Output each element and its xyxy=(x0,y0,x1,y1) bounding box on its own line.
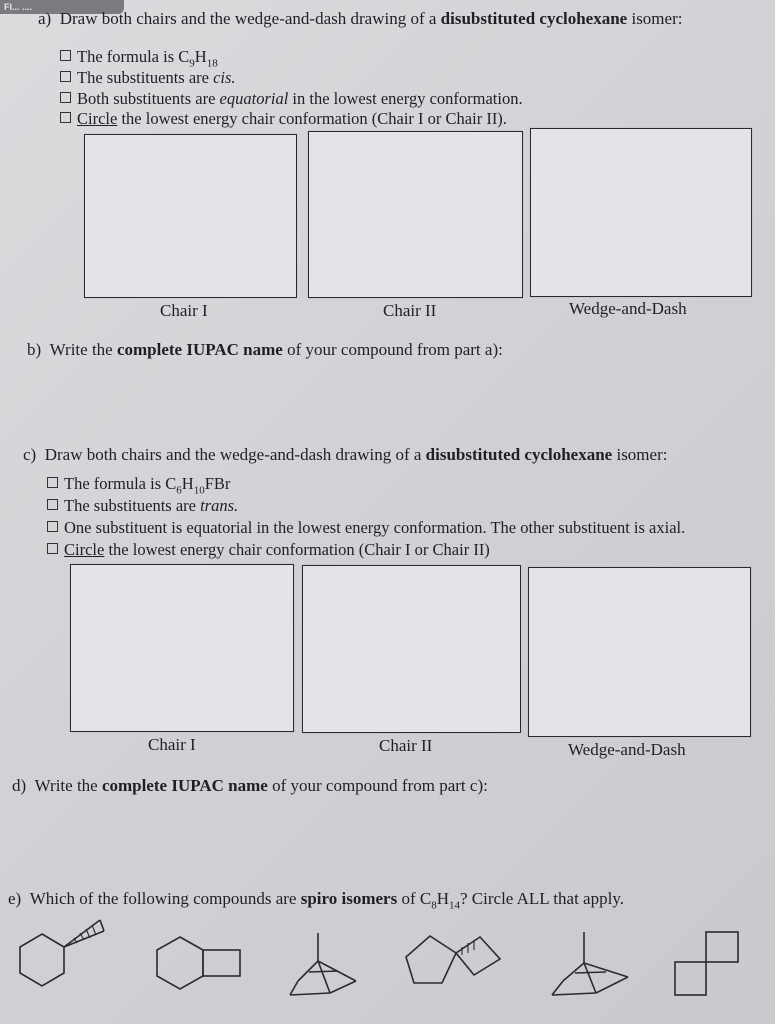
part-e-prompt: e) Which of the following compounds are spiro isomers of $C_8H_{14}$? Circle ALL that apply. xyxy=(8,889,624,912)
checkbox-icon xyxy=(47,543,58,554)
compound-4-spiro-cyclobutane[interactable] xyxy=(406,936,500,983)
spiro-structures xyxy=(0,915,775,1024)
part-a-chair1-box[interactable] xyxy=(84,134,297,298)
part-a-caption-wedge: Wedge-and-Dash xyxy=(569,299,687,318)
part-a-item-subs: The substituents are cis. xyxy=(60,67,236,88)
compound-3-bridged[interactable] xyxy=(290,933,356,995)
part-b-prompt: b) Write the complete IUPAC name of your compound from part a): xyxy=(27,340,503,359)
part-a-chair2-box[interactable] xyxy=(308,131,523,298)
checkbox-icon xyxy=(60,71,71,82)
part-a-wedge-box[interactable] xyxy=(530,128,752,297)
part-a-caption-chair2: Chair II xyxy=(383,301,437,320)
part-c-chair2-box[interactable] xyxy=(302,565,521,733)
checkbox-icon xyxy=(47,477,58,488)
part-c-item-circle: Circle the lowest energy chair conformation (Chair I or Chair II) xyxy=(47,539,490,560)
checkbox-icon xyxy=(60,92,71,103)
part-a-item-equatorial: Both substituents are equatorial in the lowest energy conformation. xyxy=(60,88,523,109)
header-tab: FI... .... xyxy=(0,0,124,14)
part-c-item-axial: One substituent is equatorial in the lowest energy conformation. The other substituent is axial. xyxy=(47,517,685,538)
compound-6-spiro-cyclobutanes[interactable] xyxy=(675,932,738,995)
part-c-item-formula: The formula is $C_6H_{10}FBr$ xyxy=(47,473,230,501)
compound-1-spiro-cyclopropane[interactable] xyxy=(20,920,104,986)
checkbox-icon xyxy=(47,521,58,532)
part-a-item-circle: Circle the lowest energy chair conformation (Chair I or Chair II). xyxy=(60,108,507,129)
part-a-letter: a) xyxy=(38,9,52,28)
checkbox-icon xyxy=(47,499,58,510)
compound-2-bicyclic[interactable] xyxy=(157,937,240,989)
part-d-prompt: d) Write the complete IUPAC name of your compound from part c): xyxy=(12,776,488,795)
part-a-caption-chair1: Chair I xyxy=(160,301,208,320)
part-c-caption-chair1: Chair I xyxy=(148,735,196,754)
part-c-caption-chair2: Chair II xyxy=(379,736,433,755)
checkbox-icon xyxy=(60,112,71,123)
checkbox-icon xyxy=(60,50,71,61)
part-c-prompt: c) Draw both chairs and the wedge-and-dash drawing of a disubstituted cyclohexane isomer: xyxy=(23,445,668,464)
part-c-item-subs: The substituents are trans. xyxy=(47,495,238,516)
part-c-chair1-box[interactable] xyxy=(70,564,294,732)
part-a-prompt: a) Draw both chairs and the wedge-and-dash drawing of a disubstituted cyclohexane isomer: xyxy=(38,9,683,28)
part-c-caption-wedge: Wedge-and-Dash xyxy=(568,740,686,759)
part-c-wedge-box[interactable] xyxy=(528,567,751,737)
compound-5-bridged[interactable] xyxy=(552,932,628,995)
part-a-item-formula: The formula is $C_9H_{18}$ xyxy=(60,46,218,74)
